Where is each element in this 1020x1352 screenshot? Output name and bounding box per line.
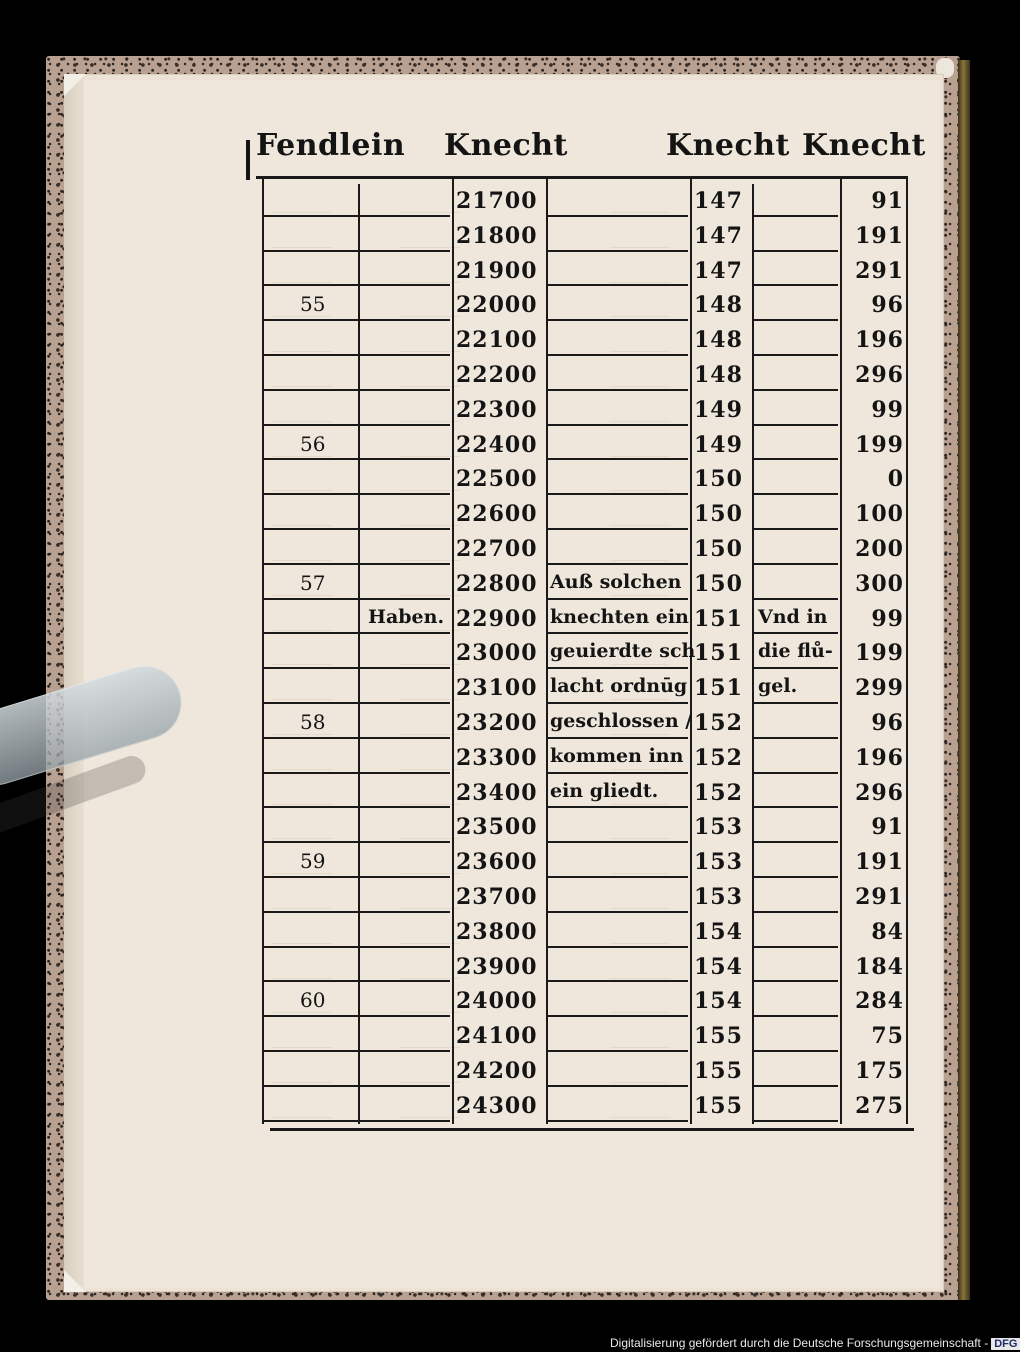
row-rule — [754, 702, 838, 704]
footer-text: Digitalisierung gefördert durch die Deutsche Forschungsgemeinschaft - — [610, 1336, 989, 1350]
table-cell: 291 — [855, 257, 904, 284]
row-rule — [754, 563, 838, 565]
table-cell: geschlossen / — [550, 710, 693, 732]
row-rule — [264, 389, 358, 391]
table-cell: 23800 — [456, 918, 538, 945]
row-rule — [548, 806, 688, 808]
table-cell: 75 — [871, 1023, 904, 1050]
row-rule — [754, 284, 838, 286]
row-rule — [264, 806, 358, 808]
row-rule — [754, 458, 838, 460]
row-rule — [360, 1120, 450, 1122]
row-rule — [360, 980, 450, 982]
row-rule — [360, 458, 450, 460]
footer — [610, 1336, 1020, 1350]
header-knecht-3: Knecht — [802, 128, 926, 163]
row-rule — [360, 737, 450, 739]
row-rule — [264, 876, 358, 878]
corner-protector-bottom — [64, 1270, 86, 1292]
table-cell: Vnd in — [758, 605, 828, 628]
table-cell: 296 — [855, 362, 904, 388]
table-cell: 59 — [300, 849, 326, 874]
row-rule — [548, 876, 688, 878]
row-rule — [754, 911, 838, 913]
row-rule — [754, 319, 838, 321]
row-rule — [360, 632, 450, 634]
row-rule — [360, 493, 450, 495]
table-cell: 91 — [871, 188, 904, 214]
table-cell: 58 — [300, 710, 326, 734]
row-rule — [754, 1120, 838, 1122]
row-rule — [548, 632, 688, 634]
row-rule — [548, 980, 688, 982]
table-cell: 175 — [855, 1058, 904, 1084]
table-cell: 60 — [300, 988, 326, 1013]
row-rule — [754, 1015, 838, 1017]
header-knecht-1: Knecht — [444, 128, 568, 163]
row-rule — [360, 841, 450, 843]
row-rule — [754, 1050, 838, 1052]
table-cell: 300 — [855, 570, 904, 597]
table-cell: die flů- — [758, 640, 833, 663]
table-cell: 296 — [855, 779, 904, 806]
row-rule — [360, 1085, 450, 1087]
row-rule — [548, 737, 688, 739]
table-cell: 153 — [694, 849, 743, 876]
row-rule — [264, 946, 358, 948]
row-rule — [548, 424, 688, 426]
row-rule — [264, 598, 358, 600]
table-cell: 153 — [694, 884, 743, 910]
table-cell: 155 — [694, 1058, 743, 1084]
table-cell: 24100 — [456, 1023, 538, 1050]
dfg-logo: DFG — [991, 1338, 1020, 1350]
table-cell: 22800 — [456, 570, 538, 597]
row-rule — [264, 841, 358, 843]
row-rule — [548, 250, 688, 252]
table-cell: 150 — [694, 501, 743, 528]
row-rule — [548, 563, 688, 565]
table-cell: 23300 — [456, 744, 538, 771]
row-rule — [754, 215, 838, 217]
row-rule — [548, 946, 688, 948]
row-rule — [754, 354, 838, 356]
row-rule — [264, 250, 358, 252]
table-cell: 147 — [694, 257, 743, 284]
bottom-rule — [270, 1128, 914, 1131]
table-cell: 23900 — [456, 953, 538, 980]
table-cell: 149 — [694, 396, 743, 423]
row-rule — [754, 632, 838, 634]
row-rule — [360, 806, 450, 808]
table-cell: 91 — [871, 814, 904, 841]
row-rule — [360, 876, 450, 878]
table-cell: 24200 — [456, 1058, 538, 1084]
table-cell: 96 — [871, 710, 904, 736]
row-rule — [360, 667, 450, 669]
row-rule — [264, 284, 358, 286]
row-rule — [264, 354, 358, 356]
row-rule — [360, 772, 450, 774]
row-rule — [264, 632, 358, 634]
table-cell: 99 — [871, 605, 904, 632]
row-rule — [548, 493, 688, 495]
corner-protector-top — [64, 74, 86, 96]
table-cell: 196 — [855, 327, 904, 354]
row-rule — [360, 424, 450, 426]
table-cell: 56 — [300, 431, 326, 456]
row-rule — [754, 980, 838, 982]
table-cell: 24300 — [456, 1092, 538, 1119]
column-rule — [358, 184, 360, 1124]
row-rule — [264, 528, 358, 530]
table-cell: 22900 — [456, 605, 538, 632]
table-cell: 57 — [300, 570, 326, 595]
row-rule — [754, 946, 838, 948]
table-cell: 22000 — [456, 292, 538, 319]
table-cell: 151 — [694, 675, 743, 702]
table-cell: geuierdte sch — [550, 640, 696, 663]
table-cell: 150 — [694, 570, 743, 597]
row-rule — [548, 911, 688, 913]
table-cell: 199 — [855, 431, 904, 458]
table-cell: Auß solchen — [550, 570, 682, 593]
table-cell: 22100 — [456, 327, 538, 354]
bookmark-ribbon — [958, 60, 970, 1300]
row-rule — [264, 493, 358, 495]
row-rule — [548, 667, 688, 669]
row-rule — [548, 319, 688, 321]
row-rule — [264, 772, 358, 774]
row-rule — [548, 1120, 688, 1122]
table-cell: 275 — [855, 1092, 904, 1119]
row-rule — [754, 876, 838, 878]
row-rule — [360, 215, 450, 217]
table-cell: 0 — [887, 466, 904, 493]
table-cell: 148 — [694, 292, 743, 319]
table-cell: 148 — [694, 327, 743, 354]
table-cell: 199 — [855, 640, 904, 667]
row-rule — [264, 1120, 358, 1122]
table-cell: 152 — [694, 744, 743, 771]
row-rule — [264, 1015, 358, 1017]
row-rule — [754, 737, 838, 739]
table-cell: 22200 — [456, 362, 538, 388]
table-cell: 21900 — [456, 257, 538, 284]
table-cell: 100 — [855, 501, 904, 528]
row-rule — [548, 458, 688, 460]
row-rule — [264, 319, 358, 321]
table-cell: 150 — [694, 466, 743, 493]
row-rule — [548, 1085, 688, 1087]
row-rule — [264, 737, 358, 739]
row-rule — [754, 528, 838, 530]
row-rule — [548, 1050, 688, 1052]
table-cell: 147 — [694, 222, 743, 249]
header-knecht-2: Knecht — [666, 128, 790, 163]
row-rule — [754, 841, 838, 843]
row-rule — [548, 354, 688, 356]
table-cell: 154 — [694, 953, 743, 980]
table-cell: 147 — [694, 188, 743, 214]
table-cell: 299 — [855, 675, 904, 702]
table-cell: 23400 — [456, 779, 538, 806]
table-cell: 22500 — [456, 466, 538, 493]
row-rule — [548, 598, 688, 600]
row-rule — [360, 563, 450, 565]
table-cell: 23000 — [456, 640, 538, 667]
table-cell: 99 — [871, 396, 904, 423]
table-cell: 155 — [694, 1092, 743, 1119]
table-cell: 200 — [855, 536, 904, 562]
table-cell: 149 — [694, 431, 743, 458]
table-cell: 22300 — [456, 396, 538, 423]
table-cell: 153 — [694, 814, 743, 841]
table-cell: 191 — [855, 222, 904, 249]
row-rule — [360, 1015, 450, 1017]
table-cell: 21700 — [456, 188, 538, 214]
row-rule — [360, 284, 450, 286]
row-rule — [754, 250, 838, 252]
table-cell: 154 — [694, 988, 743, 1015]
row-rule — [754, 667, 838, 669]
row-rule — [264, 980, 358, 982]
table-cell: 151 — [694, 640, 743, 667]
table-cell: 22600 — [456, 501, 538, 528]
row-rule — [360, 598, 450, 600]
column-rule — [452, 176, 454, 1124]
row-rule — [548, 528, 688, 530]
table-cell: 24000 — [456, 988, 538, 1015]
table-cell: 196 — [855, 744, 904, 771]
table-cell: 23600 — [456, 849, 538, 876]
row-rule — [360, 354, 450, 356]
row-rule — [360, 702, 450, 704]
row-rule — [360, 389, 450, 391]
table-cell: 191 — [855, 849, 904, 876]
table-cell: gel. — [758, 675, 798, 698]
table-cell: 155 — [694, 1023, 743, 1050]
table-cell: 84 — [871, 918, 904, 945]
column-rule — [840, 176, 842, 1124]
table-cell: 151 — [694, 605, 743, 632]
table-cell: 150 — [694, 536, 743, 562]
row-rule — [264, 424, 358, 426]
row-rule — [754, 389, 838, 391]
table-cell: ein gliedt. — [550, 779, 659, 802]
header-bracket — [246, 140, 250, 180]
row-rule — [754, 598, 838, 600]
table-cell: 22700 — [456, 536, 538, 562]
row-rule — [548, 284, 688, 286]
table-cell: 184 — [855, 953, 904, 980]
table-cell: 23700 — [456, 884, 538, 910]
row-rule — [754, 493, 838, 495]
row-rule — [360, 319, 450, 321]
row-rule — [360, 946, 450, 948]
row-rule — [264, 458, 358, 460]
table-cell: 148 — [694, 362, 743, 388]
column-rule — [752, 184, 754, 1124]
row-rule — [548, 1015, 688, 1017]
table-cell: 291 — [855, 884, 904, 910]
row-rule — [548, 389, 688, 391]
row-rule — [548, 215, 688, 217]
row-rule — [360, 528, 450, 530]
row-rule — [360, 250, 450, 252]
table-cell: 96 — [871, 292, 904, 319]
header-rule — [256, 176, 908, 179]
header-fendlein: Fendlein — [256, 128, 406, 163]
table-cell: 154 — [694, 918, 743, 945]
row-rule — [264, 215, 358, 217]
table-cell: 22400 — [456, 431, 538, 458]
table-cell: Haben. — [368, 605, 445, 628]
row-rule — [754, 806, 838, 808]
row-rule — [548, 841, 688, 843]
table-cell: kommen inn — [550, 744, 684, 767]
table-cell: lacht ordnūg — [550, 675, 688, 698]
row-rule — [264, 702, 358, 704]
row-rule — [360, 1050, 450, 1052]
row-rule — [264, 563, 358, 565]
row-rule — [264, 1085, 358, 1087]
table-cell: 284 — [855, 988, 904, 1015]
row-rule — [264, 911, 358, 913]
table-cell: 21800 — [456, 222, 538, 249]
table-cell: 23100 — [456, 675, 538, 702]
row-rule — [548, 772, 688, 774]
row-rule — [264, 1050, 358, 1052]
row-rule — [754, 1085, 838, 1087]
row-rule — [360, 911, 450, 913]
row-rule — [754, 772, 838, 774]
row-rule — [548, 702, 688, 704]
table-cell: 23500 — [456, 814, 538, 841]
table-cell: 152 — [694, 710, 743, 736]
table-cell: 55 — [300, 292, 326, 317]
row-rule — [754, 424, 838, 426]
table-cell: 23200 — [456, 710, 538, 736]
table-cell: knechten ein — [550, 605, 689, 628]
row-rule — [264, 667, 358, 669]
column-rule — [906, 176, 908, 1124]
table-cell: 152 — [694, 779, 743, 806]
